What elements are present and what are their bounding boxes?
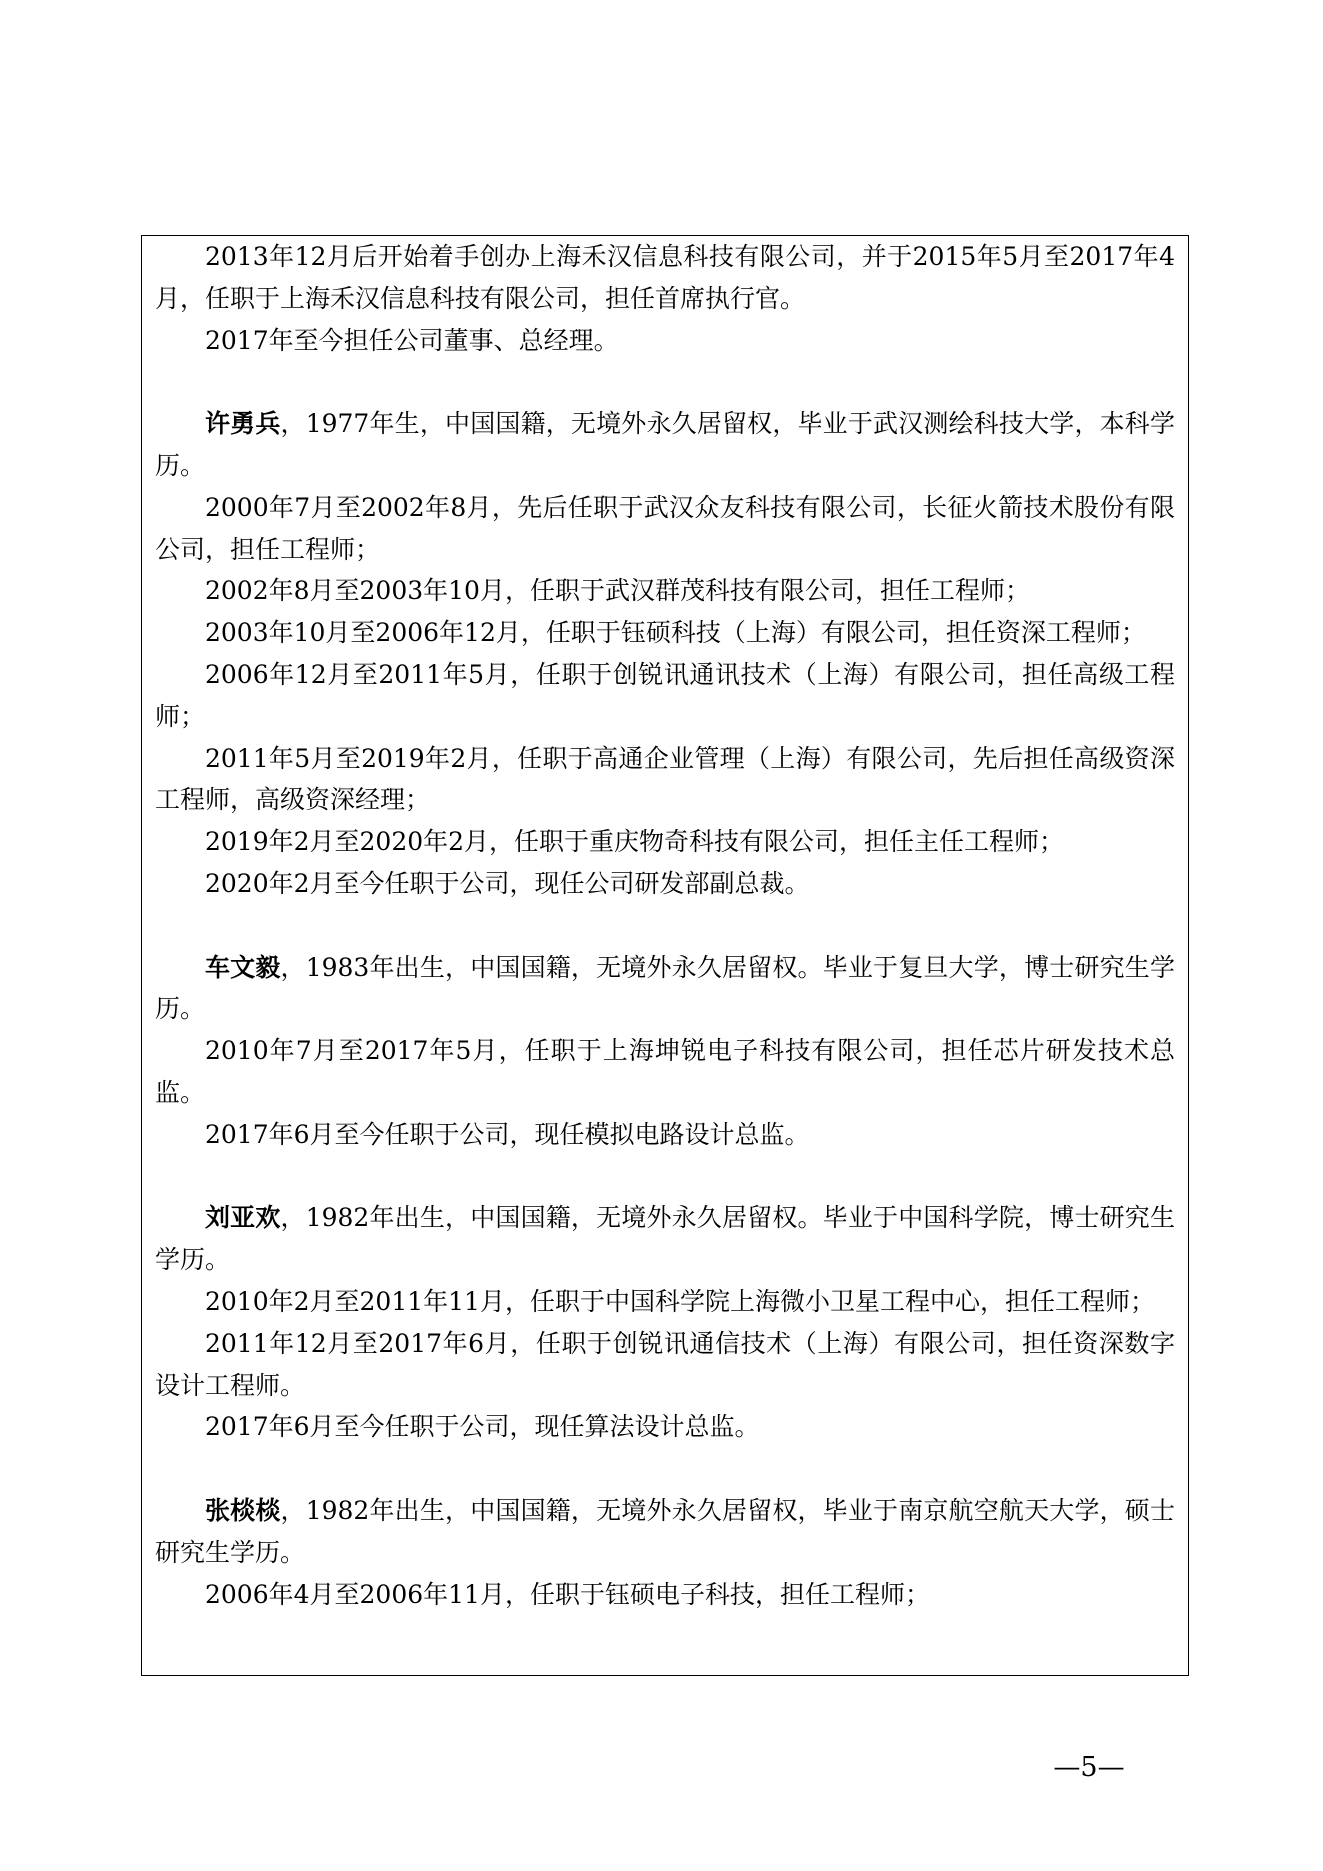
bio-paragraph: 2003年10月至2006年12月，任职于钰硕科技（上海）有限公司，担任资深工程师； — [205, 618, 1146, 648]
person-name: 刘亚欢 — [205, 1203, 281, 1233]
bio-paragraph: 2017年至今担任公司董事、总经理。 — [205, 325, 619, 355]
bio-paragraph: 2019年2月至2020年2月，任职于重庆物奇科技有限公司，担任主任工程师； — [205, 827, 1065, 857]
bio-paragraph: 2013年12月后开始着手创办上海禾汉信息科技有限公司，并于2015年5月至2017年4月，任职于上海禾汉信息科技有限公司，担任首席执行官。 — [155, 242, 1175, 313]
bio-paragraph: 2000年7月至2002年8月，先后任职于武汉众友科技有限公司，长征火箭技术股份有限公司，担任工程师； — [155, 492, 1175, 564]
person-name: 车文毅 — [205, 952, 281, 982]
bio-table-frame — [141, 235, 1189, 1676]
bio-paragraph: 车文毅，1983年出生，中国国籍，无境外永久居留权。毕业于复旦大学，博士研究生学历。 — [155, 952, 1175, 1024]
bio-paragraph: 刘亚欢，1982年出生，中国国籍，无境外永久居留权。毕业于中国科学院，博士研究生学历。 — [155, 1203, 1175, 1275]
bio-paragraph: 2017年6月至今任职于公司，现任模拟电路设计总监。 — [205, 1119, 810, 1149]
bio-paragraph: 2011年5月至2019年2月，任职于高通企业管理（上海）有限公司，先后担任高级资深工程师，高级资深经理； — [155, 743, 1175, 815]
bio-paragraph: 2020年2月至今任职于公司，现任公司研发部副总裁。 — [205, 868, 810, 898]
bio-paragraph: 许勇兵，1977年生，中国国籍，无境外永久居留权，毕业于武汉测绘科技大学，本科学历。 — [155, 409, 1175, 480]
bio-paragraph: 2017年6月至今任职于公司，现任算法设计总监。 — [205, 1412, 760, 1442]
bio-paragraph: 2010年2月至2011年11月，任职于中国科学院上海微小卫星工程中心，担任工程师； — [205, 1286, 1155, 1316]
person-name: 张棪棪 — [205, 1495, 281, 1525]
bio-paragraph: 2006年12月至2011年5月，任职于创锐讯通讯技术（上海）有限公司，担任高级工程师； — [155, 659, 1175, 731]
bio-paragraph: 2002年8月至2003年10月，任职于武汉群茂科技有限公司，担任工程师； — [205, 576, 1030, 606]
person-name: 许勇兵 — [205, 409, 281, 439]
page-number: —5— — [1053, 1752, 1125, 1783]
bio-paragraph: 2011年12月至2017年6月，任职于创锐讯通信技术（上海）有限公司，担任资深数字设计工程师。 — [155, 1328, 1175, 1400]
bio-paragraph: 2010年7月至2017年5月，任职于上海坤锐电子科技有限公司，担任芯片研发技术总监。 — [155, 1036, 1175, 1107]
bio-paragraph: 2006年4月至2006年11月，任职于钰硕电子科技，担任工程师； — [205, 1579, 930, 1609]
bio-paragraph: 张棪棪，1982年出生，中国国籍，无境外永久居留权，毕业于南京航空航天大学，硕士研究生学历。 — [155, 1495, 1175, 1567]
bio-content — [155, 236, 1175, 1615]
